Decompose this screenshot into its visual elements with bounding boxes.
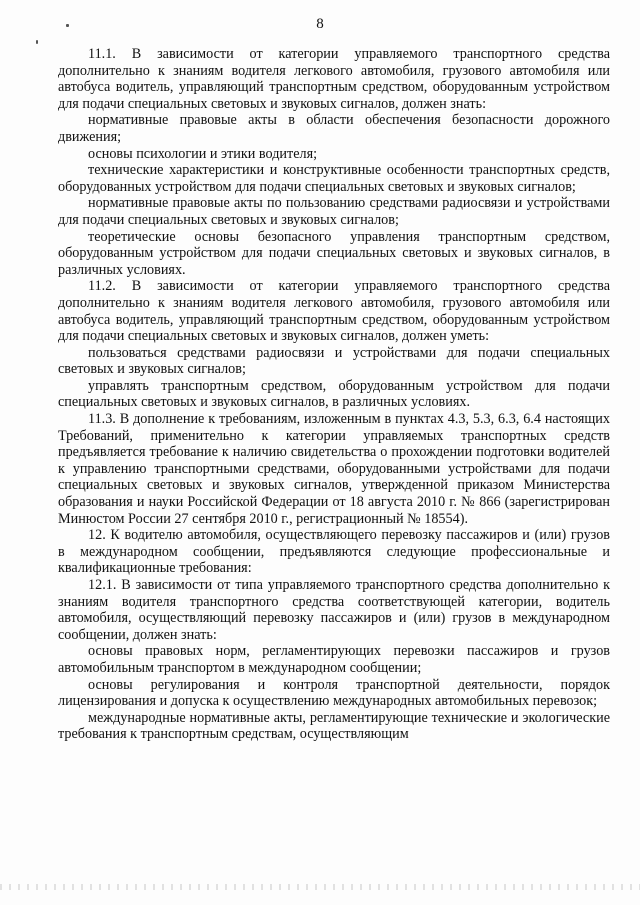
scan-edge-artifact [0, 884, 640, 890]
paragraph: 12. К водителю автомобиля, осуществляющего перевозку пассажиров и (или) грузов в международном сообщении, предъявляются следующие профессиональные и квалификационные требования: [58, 527, 610, 577]
scan-speck [36, 40, 38, 44]
paragraph: нормативные правовые акты в области обеспечения безопасности дорожного движения; [58, 112, 610, 145]
paragraph: 11.3. В дополнение к требованиям, изложенным в пунктах 4.3, 5.3, 6.3, 6.4 настоящих Требований, применительно к категории управляемых транспортных средств предъявляется требование к наличию свидетельства о прохождении подготовки водителей к управлению транспортными средствами, оборудованными устройствами для подачи специальных световых и звуковых сигналов, утвержденной приказом Министерства образования и науки Российской Федерации от 18 августа 2010 г. № 866 (зарегистрирован Минюстом России 27 сентября 2010 г., регистрационный № 18554). [58, 411, 610, 527]
paragraph: 12.1. В зависимости от типа управляемого транспортного средства дополнительно к знаниям водителя транспортного средства соответствующей категории, водитель автомобиля, осуществляющий перевозку пассажиров и (или) грузов в международном сообщении, должен знать: [58, 577, 610, 643]
paragraph: международные нормативные акты, регламентирующие технические и экологические требования к транспортным средствам, осуществляющим [58, 709, 610, 743]
paragraph: управлять транспортным средством, оборудованным устройством для подачи специальных световых и звуковых сигналов, в различных условиях. [58, 377, 610, 411]
paragraph: основы психологии и этики водителя; [88, 145, 318, 162]
document-body [58, 46, 610, 743]
paragraph: технические характеристики и конструктивные особенности транспортных средств, оборудованных устройством для подачи специальных световых и звуковых сигналов; [58, 162, 610, 195]
paragraph: теоретические основы безопасного управления транспортным средством, оборудованным устройством для подачи специальных световых и звуковых сигналов, в различных условиях. [58, 228, 610, 278]
paragraph: основы правовых норм, регламентирующих перевозки пассажиров и грузов автомобильным транспортом в международном сообщении; [58, 643, 610, 676]
paragraph: 11.2. В зависимости от категории управляемого транспортного средства дополнительно к знаниям водителя легкового автомобиля, грузового автомобиля или автобуса водитель, управляющий транспортным средством, оборудованным устройством для подачи специальных световых и звуковых сигналов, должен уметь: [58, 278, 610, 345]
paragraph: 11.1. В зависимости от категории управляемого транспортного средства дополнительно к знаниям водителя легкового автомобиля, грузового автомобиля или автобуса водитель, управляющий транспортным средством, оборудованным устройством для подачи специальных световых и звуковых сигналов, должен знать: [58, 46, 610, 112]
paragraph: нормативные правовые акты по пользованию средствами радиосвязи и устройствами для подачи специальных световых и звуковых сигналов; [58, 195, 610, 228]
paragraph: основы регулирования и контроля транспортной деятельности, порядок лицензирования и допуска к осуществлению международных автомобильных перевозок; [58, 676, 610, 710]
page-number: 8 [316, 16, 324, 32]
paragraph: пользоваться средствами радиосвязи и устройствами для подачи специальных световых и звуковых сигналов; [58, 344, 610, 378]
